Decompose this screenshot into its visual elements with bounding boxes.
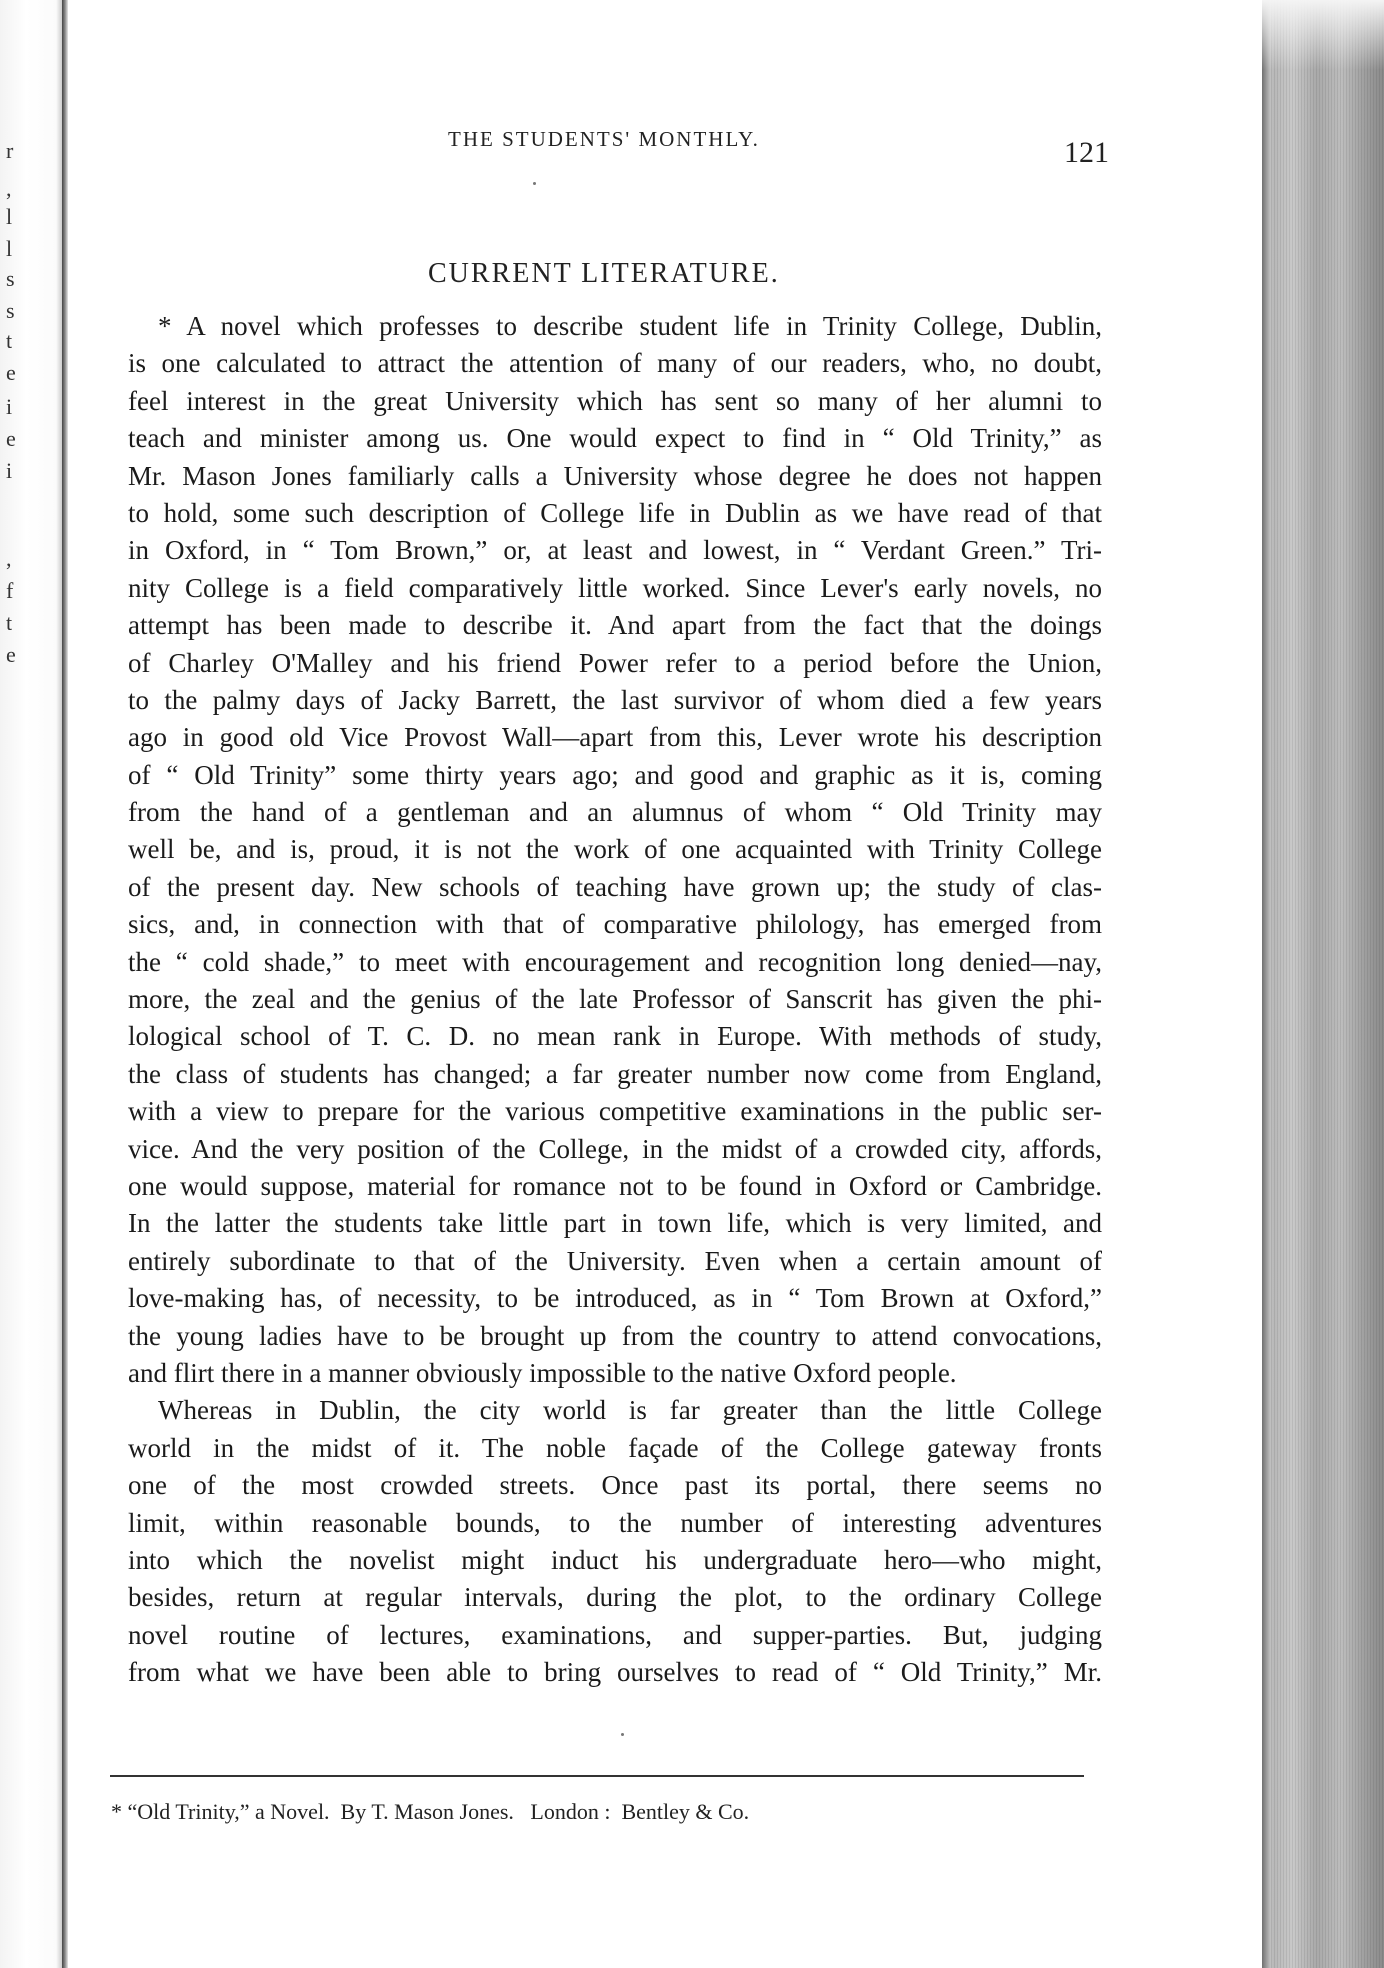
body-line: is one calculated to attract the attention of many of our readers, who, no doubt, xyxy=(128,348,1102,379)
body-line: vice. And the very position of the College, in the midst of a crowded city, affords, xyxy=(128,1133,1102,1164)
body-line: love-making has, of necessity, to be introduced, as in “ Tom Brown at Oxford,” xyxy=(128,1283,1102,1314)
body-line: the “ cold shade,” to meet with encouragement and recognition long denied—nay, xyxy=(128,946,1102,977)
prev-page-fragment: s xyxy=(6,298,15,323)
body-line: feel interest in the great University which has sent so many of her alumni to xyxy=(128,385,1102,416)
prev-page-fragment: e xyxy=(6,642,16,667)
prev-page-fragment: t xyxy=(6,610,13,635)
prev-page-fragment: f xyxy=(6,578,14,603)
body-line: attempt has been made to describe it. And apart from the fact that the doings xyxy=(128,610,1102,641)
body-line: one would suppose, material for romance not to be found in Oxford or Cambridge. xyxy=(128,1170,1102,1201)
page-stack-edges xyxy=(1262,0,1384,1968)
body-line: of “ Old Trinity” some thirty years ago; and good and graphic as it is, coming xyxy=(128,759,1102,790)
prev-page-fragment: e xyxy=(6,426,16,451)
body-line: Mr. Mason Jones familiarly calls a University whose degree he does not happen xyxy=(128,460,1102,491)
prev-page-fragment: i xyxy=(6,394,13,419)
prev-page-fragment: r xyxy=(6,138,14,163)
body-line: ago in good old Vice Provost Wall—apart from this, Lever wrote his description xyxy=(128,722,1102,753)
body-line: from the hand of a gentleman and an alumnus of whom “ Old Trinity may xyxy=(128,797,1102,828)
prev-page-fragment: s xyxy=(6,266,15,291)
body-line: in Oxford, in “ Tom Brown,” or, at least and lowest, in “ Verdant Green.” Tri- xyxy=(128,535,1102,566)
body-line: * A novel which professes to describe student life in Trinity College, Dublin, xyxy=(158,311,1102,341)
body-line: one of the most crowded streets. Once past its portal, there seems no xyxy=(128,1470,1102,1501)
prev-page-fragment: , xyxy=(6,176,12,201)
prev-page-fragment: , xyxy=(6,546,12,571)
prev-page-fragment: l xyxy=(6,236,13,261)
running-head: THE STUDENTS' MONTHLY. xyxy=(448,127,760,151)
footnote: * “Old Trinity,” a Novel. By T. Mason Jones. London : Bentley & Co. xyxy=(111,1799,750,1824)
prev-page-fragment: i xyxy=(6,458,13,483)
body-line: from what we have been able to bring ourselves to read of “ Old Trinity,” Mr. xyxy=(128,1657,1102,1688)
body-line: limit, within reasonable bounds, to the number of interesting adventures xyxy=(128,1507,1102,1538)
body-line: the class of students has changed; a far greater number now come from England, xyxy=(128,1058,1102,1089)
article-body xyxy=(128,308,1102,1691)
body-line: into which the novelist might induct his undergraduate hero—who might, xyxy=(128,1544,1102,1575)
scan-speck xyxy=(621,1733,624,1736)
body-line: nity College is a field comparatively little worked. Since Lever's early novels, no xyxy=(128,572,1102,603)
body-line: and flirt there in a manner obviously impossible to the native Oxford people. xyxy=(128,1357,957,1388)
body-line: the young ladies have to be brought up from the country to attend convocations, xyxy=(128,1320,1102,1351)
prev-page-fragment: l xyxy=(6,204,13,229)
section-title: CURRENT LITERATURE. xyxy=(428,258,780,289)
body-line: well be, and is, proud, it is not the work of one acquainted with Trinity College xyxy=(128,834,1102,865)
body-line: of Charley O'Malley and his friend Power refer to a period before the Union, xyxy=(128,647,1102,678)
body-line: to hold, some such description of College life in Dublin as we have read of that xyxy=(128,497,1102,528)
body-line: of the present day. New schools of teaching have grown up; the study of clas- xyxy=(128,871,1102,902)
body-line: teach and minister among us. One would expect to find in “ Old Trinity,” as xyxy=(128,423,1102,454)
page-number: 121 xyxy=(1064,136,1109,169)
body-line: lological school of T. C. D. no mean rank in Europe. With methods of study, xyxy=(128,1021,1102,1052)
body-line: besides, return at regular intervals, during the plot, to the ordinary College xyxy=(128,1582,1102,1613)
page-stack-top-shade xyxy=(1262,0,1384,70)
prev-page-fragment: e xyxy=(6,360,16,385)
scan-speck xyxy=(533,182,536,185)
footnote-rule xyxy=(110,1775,1084,1777)
body-line: Whereas in Dublin, the city world is far greater than the little College xyxy=(158,1395,1102,1426)
body-line: sics, and, in connection with that of comparative philology, has emerged from xyxy=(128,909,1102,940)
body-line: with a view to prepare for the various competitive examinations in the public ser- xyxy=(128,1096,1102,1127)
body-line: novel routine of lectures, examinations, and supper-parties. But, judging xyxy=(128,1619,1102,1650)
body-line: more, the zeal and the genius of the late Professor of Sanscrit has given the phi- xyxy=(128,984,1102,1015)
prev-page-fragment: t xyxy=(6,328,13,353)
previous-page-edge xyxy=(0,0,66,1968)
body-line: to the palmy days of Jacky Barrett, the last survivor of whom died a few years xyxy=(128,684,1102,715)
body-line: In the latter the students take little part in town life, which is very limited, and xyxy=(128,1208,1102,1239)
body-line: entirely subordinate to that of the University. Even when a certain amount of xyxy=(128,1245,1102,1276)
body-line: world in the midst of it. The noble façade of the College gateway fronts xyxy=(128,1432,1102,1463)
